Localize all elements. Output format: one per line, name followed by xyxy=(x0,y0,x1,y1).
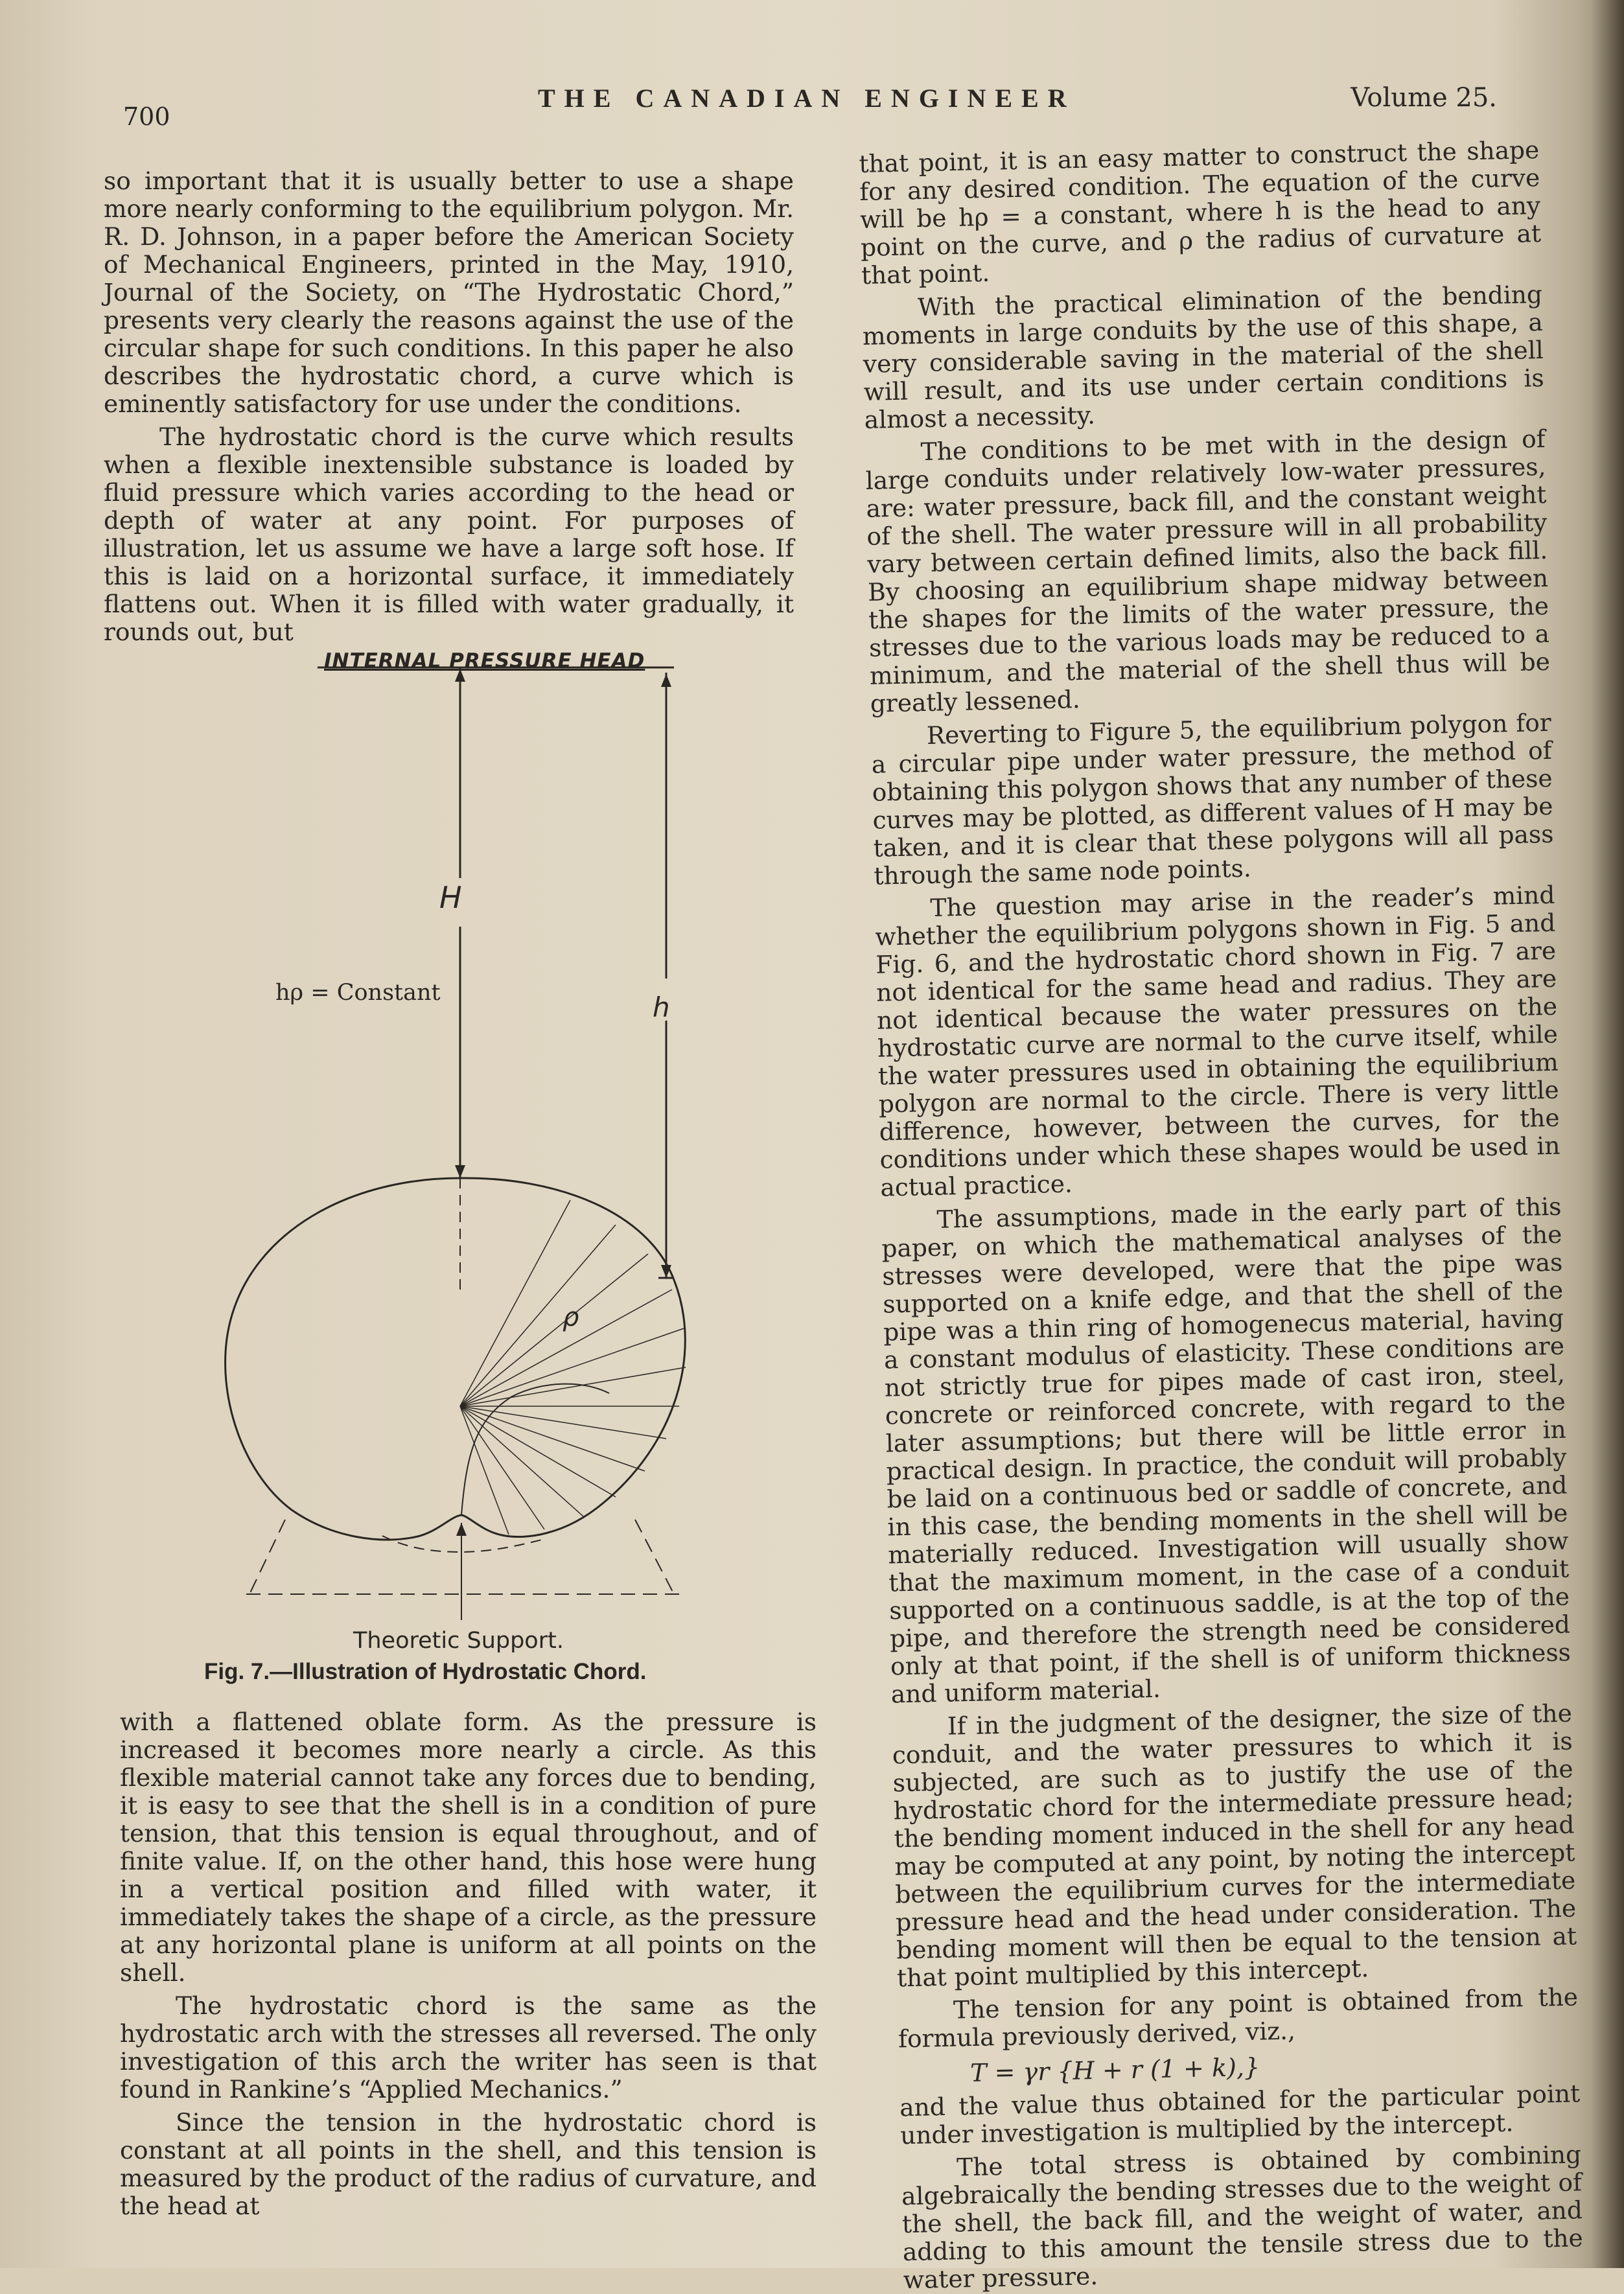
paragraph: The conditions to be met with in the design of large conduits under relatively low-water pressures, are: water pressure, back fill, and the constant weight of the shell. The water pressure will in all probability vary between certain defined limits, also the back fill. By choosing an equilibrium shape midway between the shapes for the limits of the water pressure, the stresses due to the various loads may be reduced to a minimum, and the material of the shell thus will be greatly lessened. xyxy=(865,424,1551,718)
paragraph: With the practical elimination of the bending moments in large conduits by the use of this shape, a very considerable saving in the material of the shell will result, and its use under certain conditions is almost a necessity. xyxy=(862,279,1545,434)
figure-caption: Fig. 7.—Illustration of Hydrostatic Chord. xyxy=(204,1659,647,1684)
support-label: Theoretic Support. xyxy=(353,1628,564,1654)
right-column xyxy=(859,136,1584,2294)
paragraph: that point, it is an easy matter to construct the shape for any desired condition. The equation of the curve will be hρ = a constant, where h is the head to any point on the curve, and ρ the radius of curvature at that point. xyxy=(858,135,1542,290)
paragraph: Since the tension in the hydrostatic chord is constant at all points in the shell, and this tension is measured by the product of the radius of curvature, and the head at xyxy=(120,2108,817,2220)
paragraph: The tension for any point is obtained from the formula previously derived, viz., xyxy=(898,1982,1579,2054)
h-label: h xyxy=(653,991,670,1023)
page-number: 700 xyxy=(123,102,170,131)
paragraph: The assumptions, made in the early part of this paper, on which the mathematical analyses of the stresses were developed, were that the pipe was supported on a knife edge, and that the shell of the pipe was a thin ring of homogenecus material, having a constant modulus of elasticity. These conditions are not strictly true for pipes made of cast iron, steel, concrete or reinforced concrete, with regard to the later assumptions; but there will be little error in practical design. In practice, the conduit will probably be laid on a continuous bed or saddle of concrete, and in this case, the bending moments in the shell will be materially reduced. Investigation will usually show that the maximum moment, in the case of a conduit supported on a continuous saddle, is at the top of the pipe, and therefore the strength need be considered only at that point, if the shell is of uniform thickness and uniform material. xyxy=(881,1192,1572,1709)
page-edge-shadow xyxy=(1592,0,1624,2268)
journal-title: THE CANADIAN ENGINEER xyxy=(538,84,1076,113)
hydrostatic-chord-curve xyxy=(226,1178,686,1540)
paragraph: Reverting to Figure 5, the equilibrium polygon for a circular pipe under water pressure, the method of obtaining this polygon shows that any number of these curves may be plotted, as different values of H may be taken, and it is clear that these polygons will all pass through the same node points. xyxy=(871,708,1554,890)
paragraph: The question may arise in the reader’s mind whether the equilibrium polygons shown in Fig. 5 and Fig. 6, and the hydrostatic chord shown in Fig. 7 are not identical for the same head and radius. They are not identical because the water pressures on the hydrostatic curve are normal to the curve itself, while the water pressures used in obtaining the equilibrium polygon are normal to the circle. There is very little difference, however, between the curves, for the conditions under which these shapes would be used in actual practice. xyxy=(874,880,1560,1202)
left-column-bottom xyxy=(120,1708,817,2220)
paragraph: The hydrostatic chord is the curve which results when a flexible inextensible substance is loaded by fluid pressure which varies according to the head or depth of water at any point. For purposes of illustration, let us assume we have a large soft hose. If this is laid on a horizontal surface, it immediately flattens out. When it is filled with water gradually, it rounds out, but xyxy=(104,423,794,646)
paragraph: with a flattened oblate form. As the pressure is increased it becomes more nearly a circle. As this flexible material cannot take any forces due to bending, it is easy to see that the shell is in a condition of pure tension, that this tension is equal throughout, and of finite value. If, on the other hand, this hose were hung in a vertical position and filled with water, it immediately takes the shape of a circle, as the pressure at any horizontal plane is uniform at all points on the shell. xyxy=(120,1708,817,1987)
paragraph: and the value thus obtained for the particular point under investigation is multiplied by the intercept. xyxy=(899,2079,1581,2150)
H-label: H xyxy=(439,880,462,915)
tension-formula: T = γr {H + r (1 + k),} xyxy=(969,2052,1260,2088)
left-column-top xyxy=(104,167,794,646)
curvature-radii xyxy=(460,1200,686,1535)
paragraph: The total stress is obtained by combining algebraically the bending stresses due to the weight of the shell, the back fill, and the weight of water, and adding to this amount the tensile stress due to the water pressure. xyxy=(901,2140,1584,2294)
paragraph: If in the judgment of the designer, the size of the conduit, and the water pressures to which it is subjected, are such as to justify the use of the hydrostatic chord for the intermediate pressure head; the bending moment induced in the shell for any head may be computed at any point, by noting the intercept between the equilibrium curves for the intermediate pressure head and the head under consideration. The bending moment will then be equal to the tension at that point multiplied by this intercept. xyxy=(892,1698,1577,1993)
figure-7 xyxy=(204,642,726,1691)
hydrostatic-chord-diagram xyxy=(220,642,726,1652)
rho-label: ρ xyxy=(563,1303,579,1332)
curvature-arc xyxy=(461,1384,609,1515)
pressure-head-label: INTERNAL PRESSURE HEAD xyxy=(324,649,645,673)
h-rho-label: hρ = Constant xyxy=(275,980,441,1006)
volume-label: Volume 25. xyxy=(1351,83,1497,113)
running-header xyxy=(123,78,1497,130)
paragraph: The hydrostatic chord is the same as the hydrostatic arch with the stresses all reversed. The only investigation of this arch the writer has seen is that found in Rankine’s “Applied Mechanics.” xyxy=(120,1991,817,2103)
paragraph: so important that it is usually better to use a shape more nearly conforming to the equilibrium polygon. Mr. R. D. Johnson, in a paper before the American Society of Mechanical Engineers, printed in the May, 1910, Journal of the Society, on “The Hydrostatic Chord,” presents very clearly the reasons against the use of the circular shape for such conditions. In this paper he also describes the hydrostatic chord, a curve which is eminently satisfactory for use under the conditions. xyxy=(104,167,794,418)
